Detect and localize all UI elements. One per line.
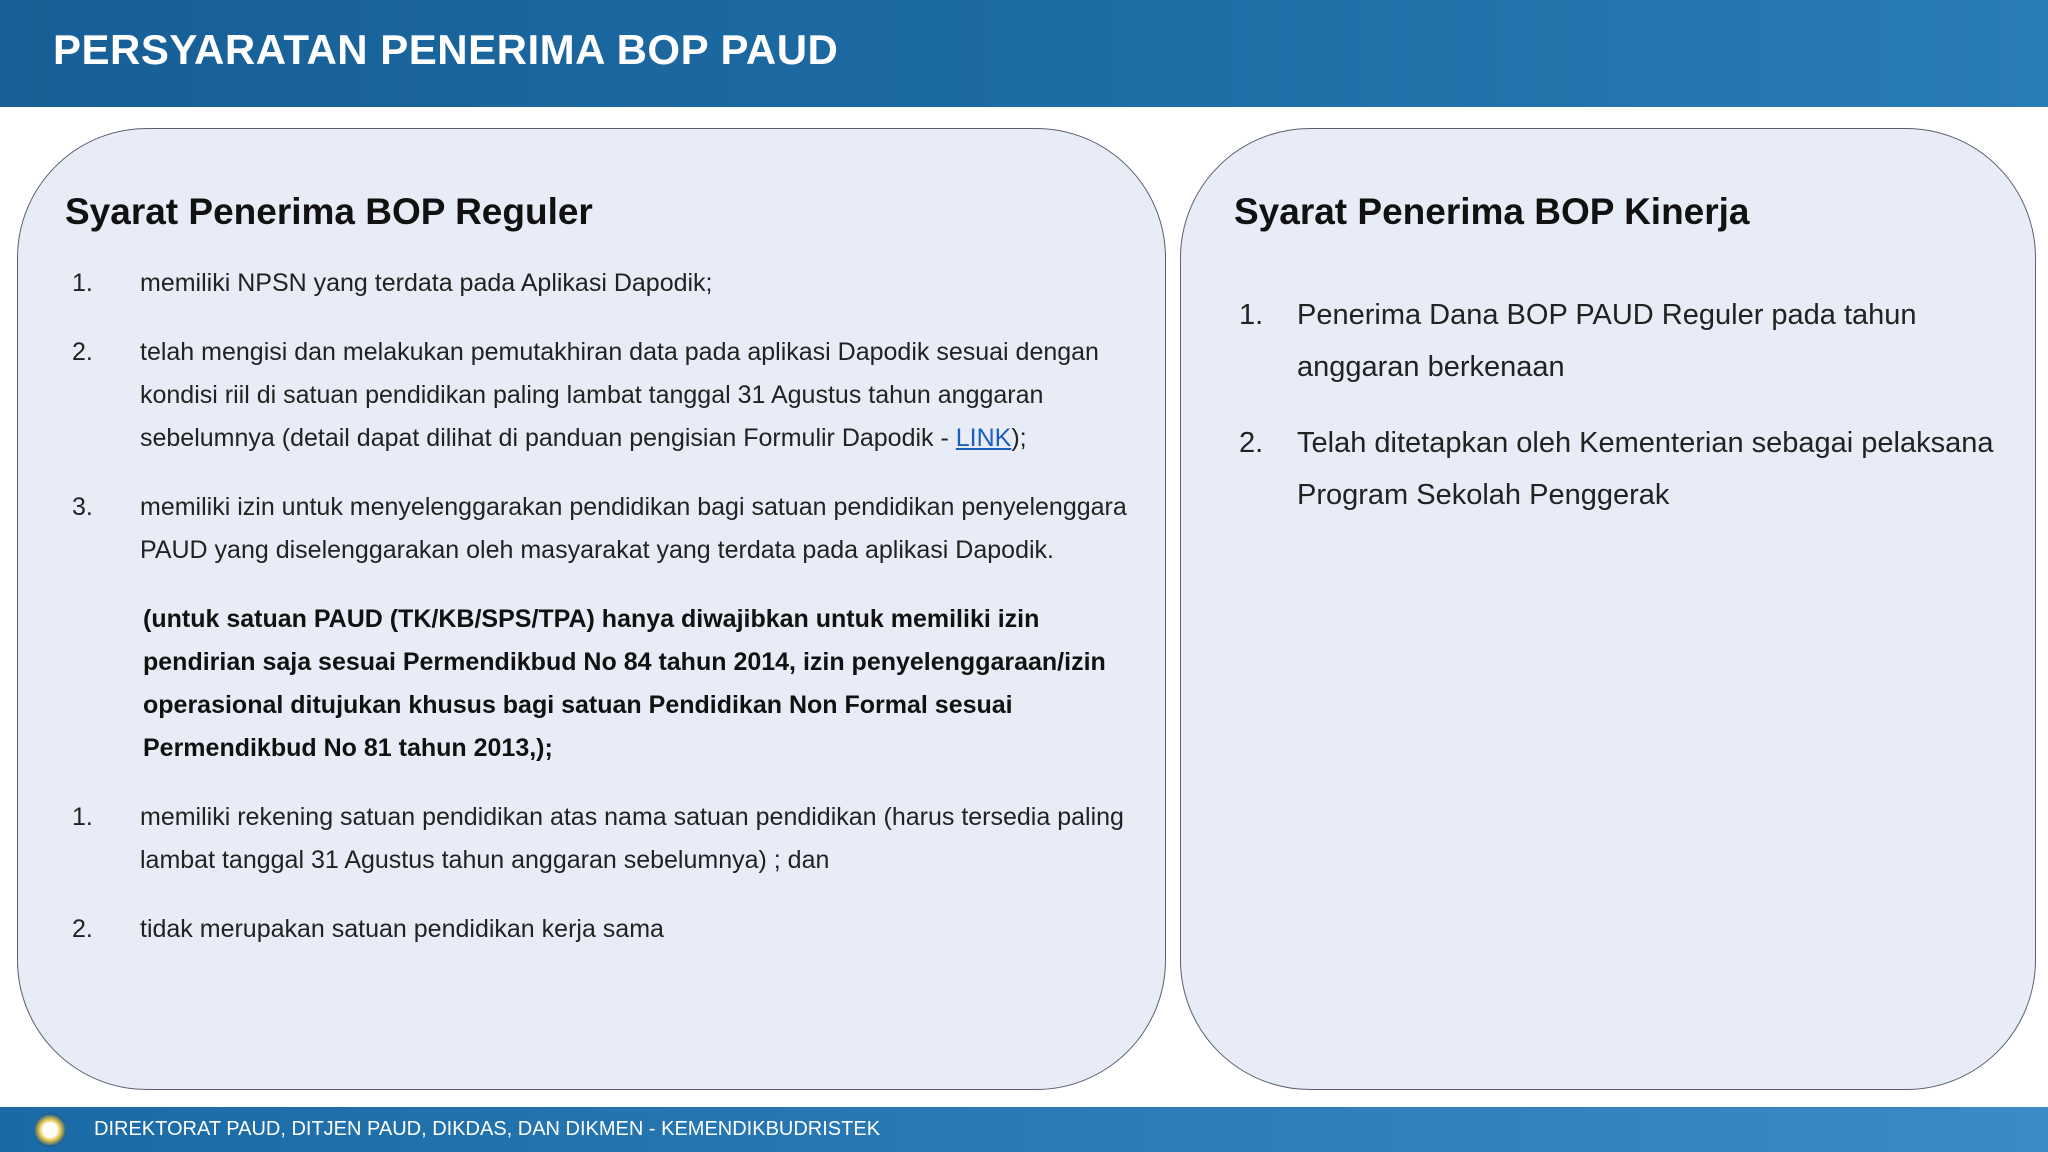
list-item — [72, 486, 1132, 572]
list-item — [72, 331, 1132, 460]
item-text: Telah ditetapkan oleh Kementerian sebagai pelaksana Program Sekolah Penggerak — [1297, 427, 1994, 511]
item-text: memiliki izin untuk menyelenggarakan pendidikan bagi satuan pendidikan penyelenggara PAUD yang diselenggarakan oleh masyarakat yang terdata pada aplikasi Dapodik. — [140, 493, 1127, 564]
note-paragraph — [72, 598, 1132, 770]
header-banner — [0, 0, 2048, 107]
panel-title: Syarat Penerima BOP Kinerja — [1234, 191, 1750, 232]
page-title: PERSYARATAN PENERIMA BOP PAUD — [53, 26, 839, 73]
item-text-end: ); — [1011, 424, 1027, 452]
list-item — [1239, 289, 2019, 393]
footer-bar — [0, 1107, 2048, 1152]
list-item — [1239, 417, 2019, 521]
item-number: 1. — [72, 269, 93, 297]
dapodik-link[interactable]: LINK — [955, 424, 1012, 452]
bop-reguler-panel — [17, 128, 1166, 1090]
item-text: telah mengisi dan melakukan pemutakhiran data pada aplikasi Dapodik sesuai dengan kondisi riil di satuan pendidikan paling lambat tanggal 31 Agustus tahun anggaran sebelumnya (detail dapat dilihat di panduan pengisian Formulir Dapodik - — [140, 338, 1099, 452]
requirements-list — [72, 262, 1132, 977]
item-number: 2. — [72, 338, 93, 366]
item-number: 3. — [72, 493, 93, 521]
list-item — [72, 796, 1132, 882]
note-text: (untuk satuan PAUD (TK/KB/SPS/TPA) hanya diwajibkan untuk memiliki izin pendirian saja sesuai Permendikbud No 84 tahun 2014, izin penyelenggaraan/izin operasional ditujukan khusus bagi satuan Pendidikan Non Formal sesuai Permendikbud No 81 tahun 2013,); — [143, 605, 1106, 762]
list-item — [72, 262, 1132, 305]
requirements-list — [1239, 289, 2019, 545]
item-text: tidak merupakan satuan pendidikan kerja sama — [140, 915, 664, 943]
item-number: 2. — [72, 915, 93, 943]
item-text: Penerima Dana BOP PAUD Reguler pada tahun anggaran berkenaan — [1297, 299, 1917, 383]
panel-title: Syarat Penerima BOP Reguler — [65, 191, 593, 232]
item-number: 1. — [72, 803, 93, 831]
item-text: memiliki NPSN yang terdata pada Aplikasi Dapodik; — [140, 269, 713, 297]
item-number: 1. — [1239, 299, 1264, 331]
list-item — [72, 908, 1132, 951]
footer-text: DIREKTORAT PAUD, DITJEN PAUD, DIKDAS, DAN DIKMEN - KEMENDIKBUDRISTEK — [94, 1118, 881, 1140]
bop-kinerja-panel — [1180, 128, 2036, 1090]
kemendikbud-logo-icon — [34, 1113, 66, 1147]
item-number: 2. — [1239, 427, 1264, 459]
item-text: memiliki rekening satuan pendidikan atas nama satuan pendidikan (harus tersedia paling lambat tanggal 31 Agustus tahun anggaran sebelumnya) ; dan — [140, 803, 1124, 874]
